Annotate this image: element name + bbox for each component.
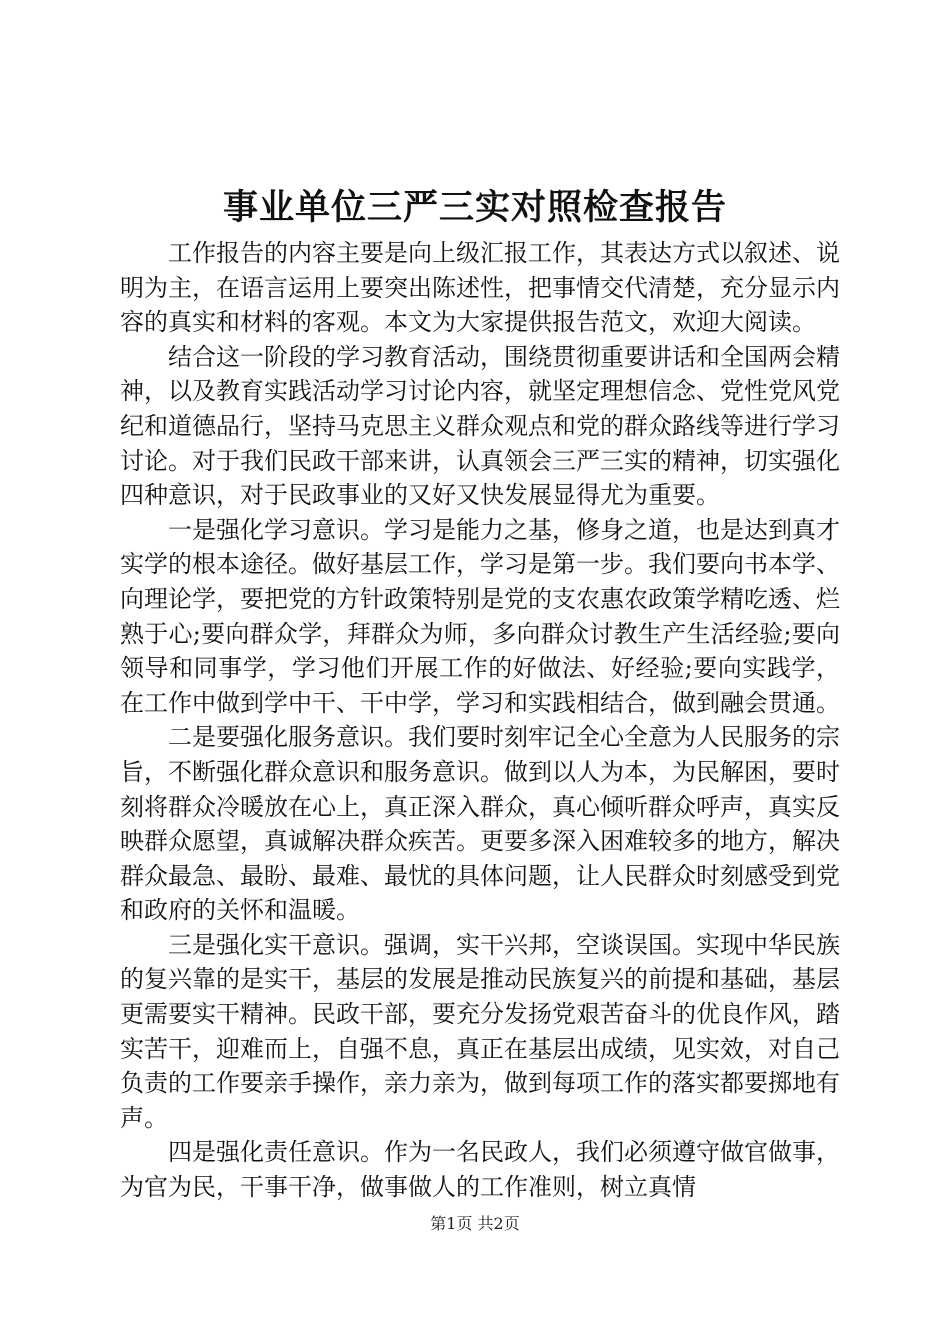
- document-title: 事业单位三严三实对照检查报告: [222, 187, 727, 228]
- paragraph-context: 结合这一阶段的学习教育活动，围绕贯彻重要讲话和全国两会精神，以及教育实践活动学习讨论内容，就坚定理想信念、党性党风党纪和道德品行，坚持马克思主义群众观点和党的群众路线等进行学习讨论。对于我们民政干部来讲，认真领会三严三实的精神，切实强化四种意识，对于民政事业的又好又快发展显得尤为重要。: [120, 342, 840, 510]
- paragraph-intro: 工作报告的内容主要是向上级汇报工作，其表达方式以叙述、说明为主，在语言运用上要突出陈述性，把事情交代清楚，充分显示内容的真实和材料的客观。本文为大家提供报告范文，欢迎大阅读。: [120, 239, 840, 337]
- paragraph-study-awareness: 一是强化学习意识。学习是能力之基，修身之道，也是达到真才实学的根本途径。做好基层工作，学习是第一步。我们要向书本学、向理论学，要把党的方针政策特别是党的支农惠农政策学精吃透、烂熟于心;要向群众学，拜群众为师，多向群众讨教生产生活经验;要向领导和同事学，学习他们开展工作的好做法、好经验;要向实践学，在工作中做到学中干、干中学，学习和实践相结合，做到融会贯通。: [120, 515, 840, 717]
- paragraph-responsibility-awareness: 四是强化责任意识。作为一名民政人，我们必须遵守做官做事，为官为民，干事干净，做事做人的工作准则，树立真情: [120, 1138, 840, 1202]
- paragraph-service-awareness: 二是要强化服务意识。我们要时刻牢记全心全意为人民服务的宗旨，不断强化群众意识和服务意识。做到以人为本，为民解困，要时刻将群众冷暖放在心上，真正深入群众，真心倾听群众呼声，真实反映群众愿望，真诚解决群众疾苦。更要多深入困难较多的地方，解决群众最急、最盼、最难、最忧的具体问题，让人民群众时刻感受到党和政府的关怀和温暖。: [120, 723, 840, 925]
- page-number-footer: 第1页 共2页: [430, 1214, 520, 1233]
- paragraph-practical-awareness: 三是强化实干意识。强调，实干兴邦，空谈误国。实现中华民族的复兴靠的是实干，基层的发展是推动民族复兴的前提和基础，基层更需要实干精神。民政干部，要充分发扬党艰苦奋斗的优良作风，踏实苦干，迎难而上，自强不息，真正在基层出成绩，见实效，对自己负责的工作要亲手操作，亲力亲为，做到每项工作的落实都要掷地有声。: [120, 930, 840, 1132]
- document-body: [120, 236, 840, 1205]
